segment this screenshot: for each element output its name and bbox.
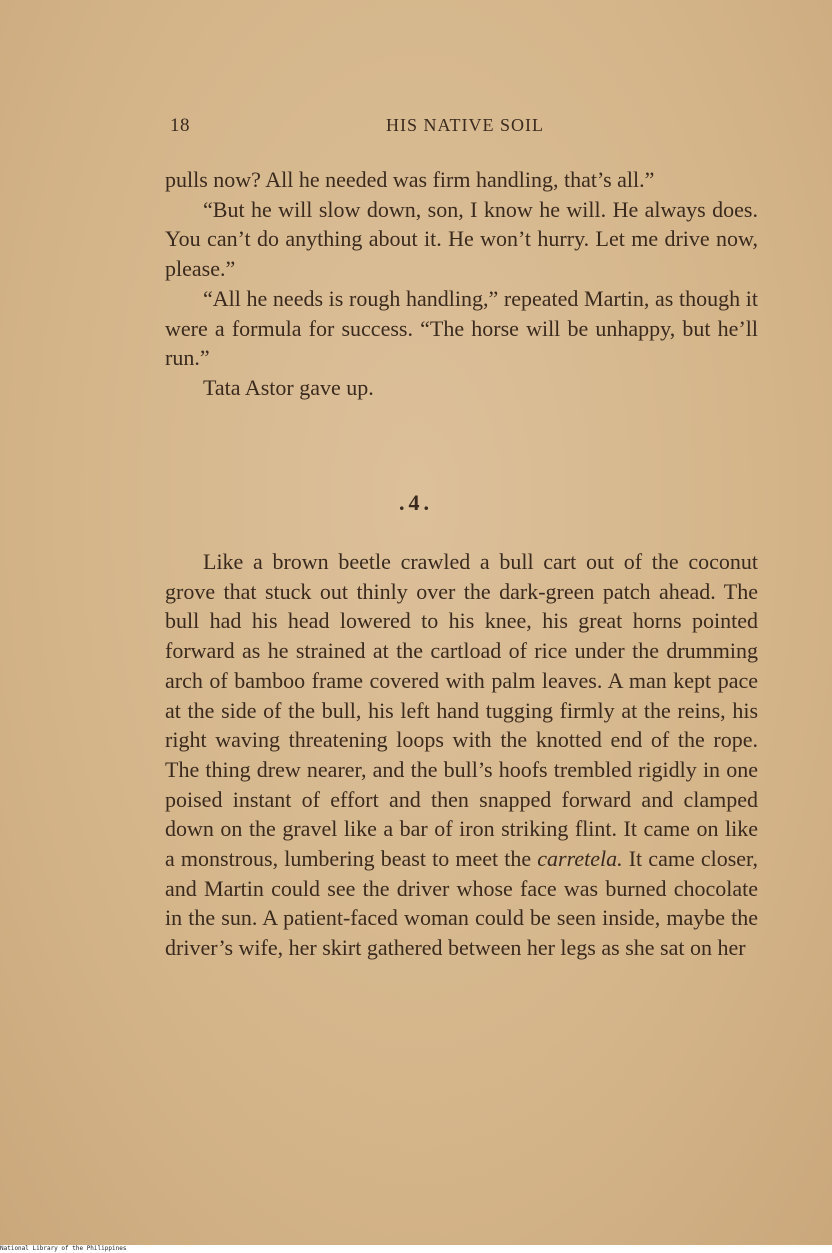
italic-word: carretela. bbox=[537, 846, 623, 872]
paragraph-text: Like a brown beetle crawled a bull cart out of the coconut grove that stuck out thinly over the dark-green patch ahead. The bull had his head lowered to his knee, his great horns pointed forward as he strained at the cartload of rice under the drumming arch of bamboo frame covered with palm leaves. A man kept pace at the side of the bull, his left hand tugging firmly at the reins, his right waving threatening loops with the knotted end of the rope. The thing drew nearer, and the bull’s hoofs trembled rigidly in one poised instant of effort and then snapped forward and clamped down on the gravel like a bar of iron striking flint. It came on like a monstrous, lumbering beast to meet the bbox=[165, 549, 758, 872]
paragraph: “All he needs is rough handling,” repeated Martin, as though it were a formula for success. “The horse will be unhappy, but he’ll run.” bbox=[165, 285, 758, 371]
footer-strip bbox=[0, 1245, 832, 1253]
paragraph: Tata Astor gave up. bbox=[203, 374, 374, 400]
running-head bbox=[170, 115, 760, 141]
section-number: .4. bbox=[399, 490, 433, 515]
page-number: 18 bbox=[170, 115, 190, 136]
text-block-section bbox=[165, 547, 758, 963]
paragraph: “But he will slow down, son, I know he will. He always does. You can’t do anything about it. He won’t hurry. Let me drive now, please.” bbox=[165, 196, 758, 282]
paragraph: pulls now? All he needed was firm handling, that’s all.” bbox=[165, 167, 655, 192]
text-block-before-section bbox=[165, 165, 758, 403]
paragraph bbox=[165, 547, 758, 963]
paragraph-text: It came closer, and Martin could see the driver whose face was burned chocolate in the sun. A patient-faced woman could be seen inside, maybe the driver’s wife, her skirt gathered between her legs as she sat on her bbox=[165, 846, 758, 961]
running-head-title: HIS NATIVE SOIL bbox=[386, 115, 544, 135]
footer-label: National Library of the Philippines bbox=[0, 1245, 127, 1252]
